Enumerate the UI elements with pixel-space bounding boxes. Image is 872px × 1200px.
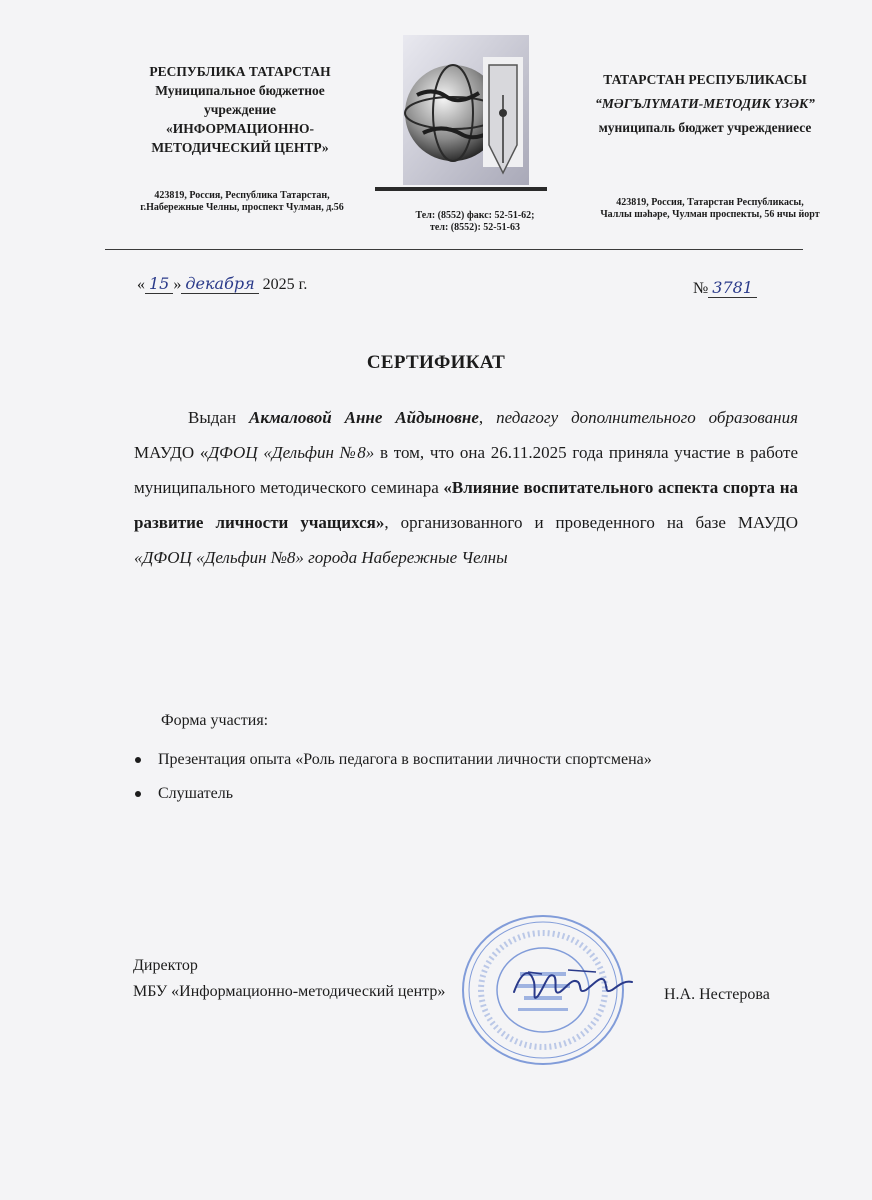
list-item-text: Презентация опыта «Роль педагога в воспитании личности спортсмена» xyxy=(158,751,652,768)
bullet-icon xyxy=(135,757,141,763)
body-text: , xyxy=(478,408,497,427)
logo-underline xyxy=(375,187,547,191)
date-year: 2025 г. xyxy=(258,276,308,293)
director-organization: МБУ «Информационно-методический центр» xyxy=(133,983,446,1000)
date-month: декабря xyxy=(181,274,258,294)
address-line: Чаллы шәһәре, Чулман проспекты, 56 нчы йорт xyxy=(600,209,820,220)
institution-name-line2: МЕТОДИЧЕСКИЙ ЦЕНТР» xyxy=(151,140,329,155)
list-item-text: Слушатель xyxy=(158,785,234,802)
date-day: 15 xyxy=(145,274,173,294)
header-left-address xyxy=(108,190,376,214)
document-date xyxy=(137,274,307,294)
organization-name: ДФОЦ «Дельфин №8» xyxy=(208,443,375,462)
republic-name: РЕСПУБЛИКА ТАТАРСТАН xyxy=(149,64,331,79)
date-quote-close: » xyxy=(173,276,182,293)
institution-name-tatar: “МӘГЪЛҮМАТИ-МЕТОДИК ҮЗӘК” xyxy=(595,96,815,111)
header-divider xyxy=(105,249,803,250)
recipient-name: Акмаловой Анне Айдыновне xyxy=(249,408,479,427)
body-text: Выдан xyxy=(188,408,250,427)
recipient-role: педагогу дополнительного образования xyxy=(496,408,798,427)
institution-type-line2: учреждение xyxy=(203,102,277,117)
header-right-address xyxy=(580,197,840,221)
director-name: Н.А. Нестерова xyxy=(664,986,770,1003)
institution-type-tatar: муниципаль бюджет учреждениесе xyxy=(598,120,812,135)
organization-location: «ДФОЦ «Дельфин №8» города Набережные Челны xyxy=(134,548,508,567)
list-item xyxy=(134,782,814,816)
header-phones xyxy=(395,210,555,234)
institution-name-line1: «ИНФОРМАЦИОННО- xyxy=(166,121,314,136)
document-number xyxy=(693,278,757,298)
address-line: г.Набережные Челны, проспект Чулман, д.56 xyxy=(140,202,344,213)
phone-line: Тел: (8552) факс: 52-51-62; xyxy=(415,210,535,221)
participation-list xyxy=(134,748,814,816)
address-line: 423819, Россия, Республика Татарстан, xyxy=(154,190,330,201)
number-value: 3781 xyxy=(708,278,757,298)
header-right-block xyxy=(555,68,855,140)
phone-line: тел: (8552): 52-51-63 xyxy=(430,222,520,233)
address-line: 423819, Россия, Татарстан Республикасы, xyxy=(616,197,804,208)
number-label: № xyxy=(693,280,709,297)
certificate-title: СЕРТИФИКАТ xyxy=(366,352,506,373)
director-signature xyxy=(508,962,638,1010)
director-title: Директор xyxy=(133,957,198,974)
body-text: , организованного и проведенного на базе МАУДО xyxy=(384,513,798,532)
certificate-body xyxy=(134,400,798,575)
body-text: МАУДО « xyxy=(134,443,209,462)
header-left-block xyxy=(110,62,370,157)
institution-type-line1: Муниципальное бюджетное xyxy=(155,83,325,98)
republic-name-tatar: ТАТАРСТАН РЕСПУБЛИКАСЫ xyxy=(603,72,807,87)
date-quote-open: « xyxy=(137,276,145,293)
seminar-title: «Влияние воспитательного аспекта спорта на развитие личности учащихся» xyxy=(134,478,798,532)
list-item xyxy=(134,748,814,782)
participation-form-label: Форма участия: xyxy=(161,712,269,729)
bullet-icon xyxy=(135,791,141,797)
body-text: в том, что она 26.11.2025 года приняла участие в работе муниципального методического семинара xyxy=(134,443,798,497)
globe-pen-logo xyxy=(403,35,529,185)
